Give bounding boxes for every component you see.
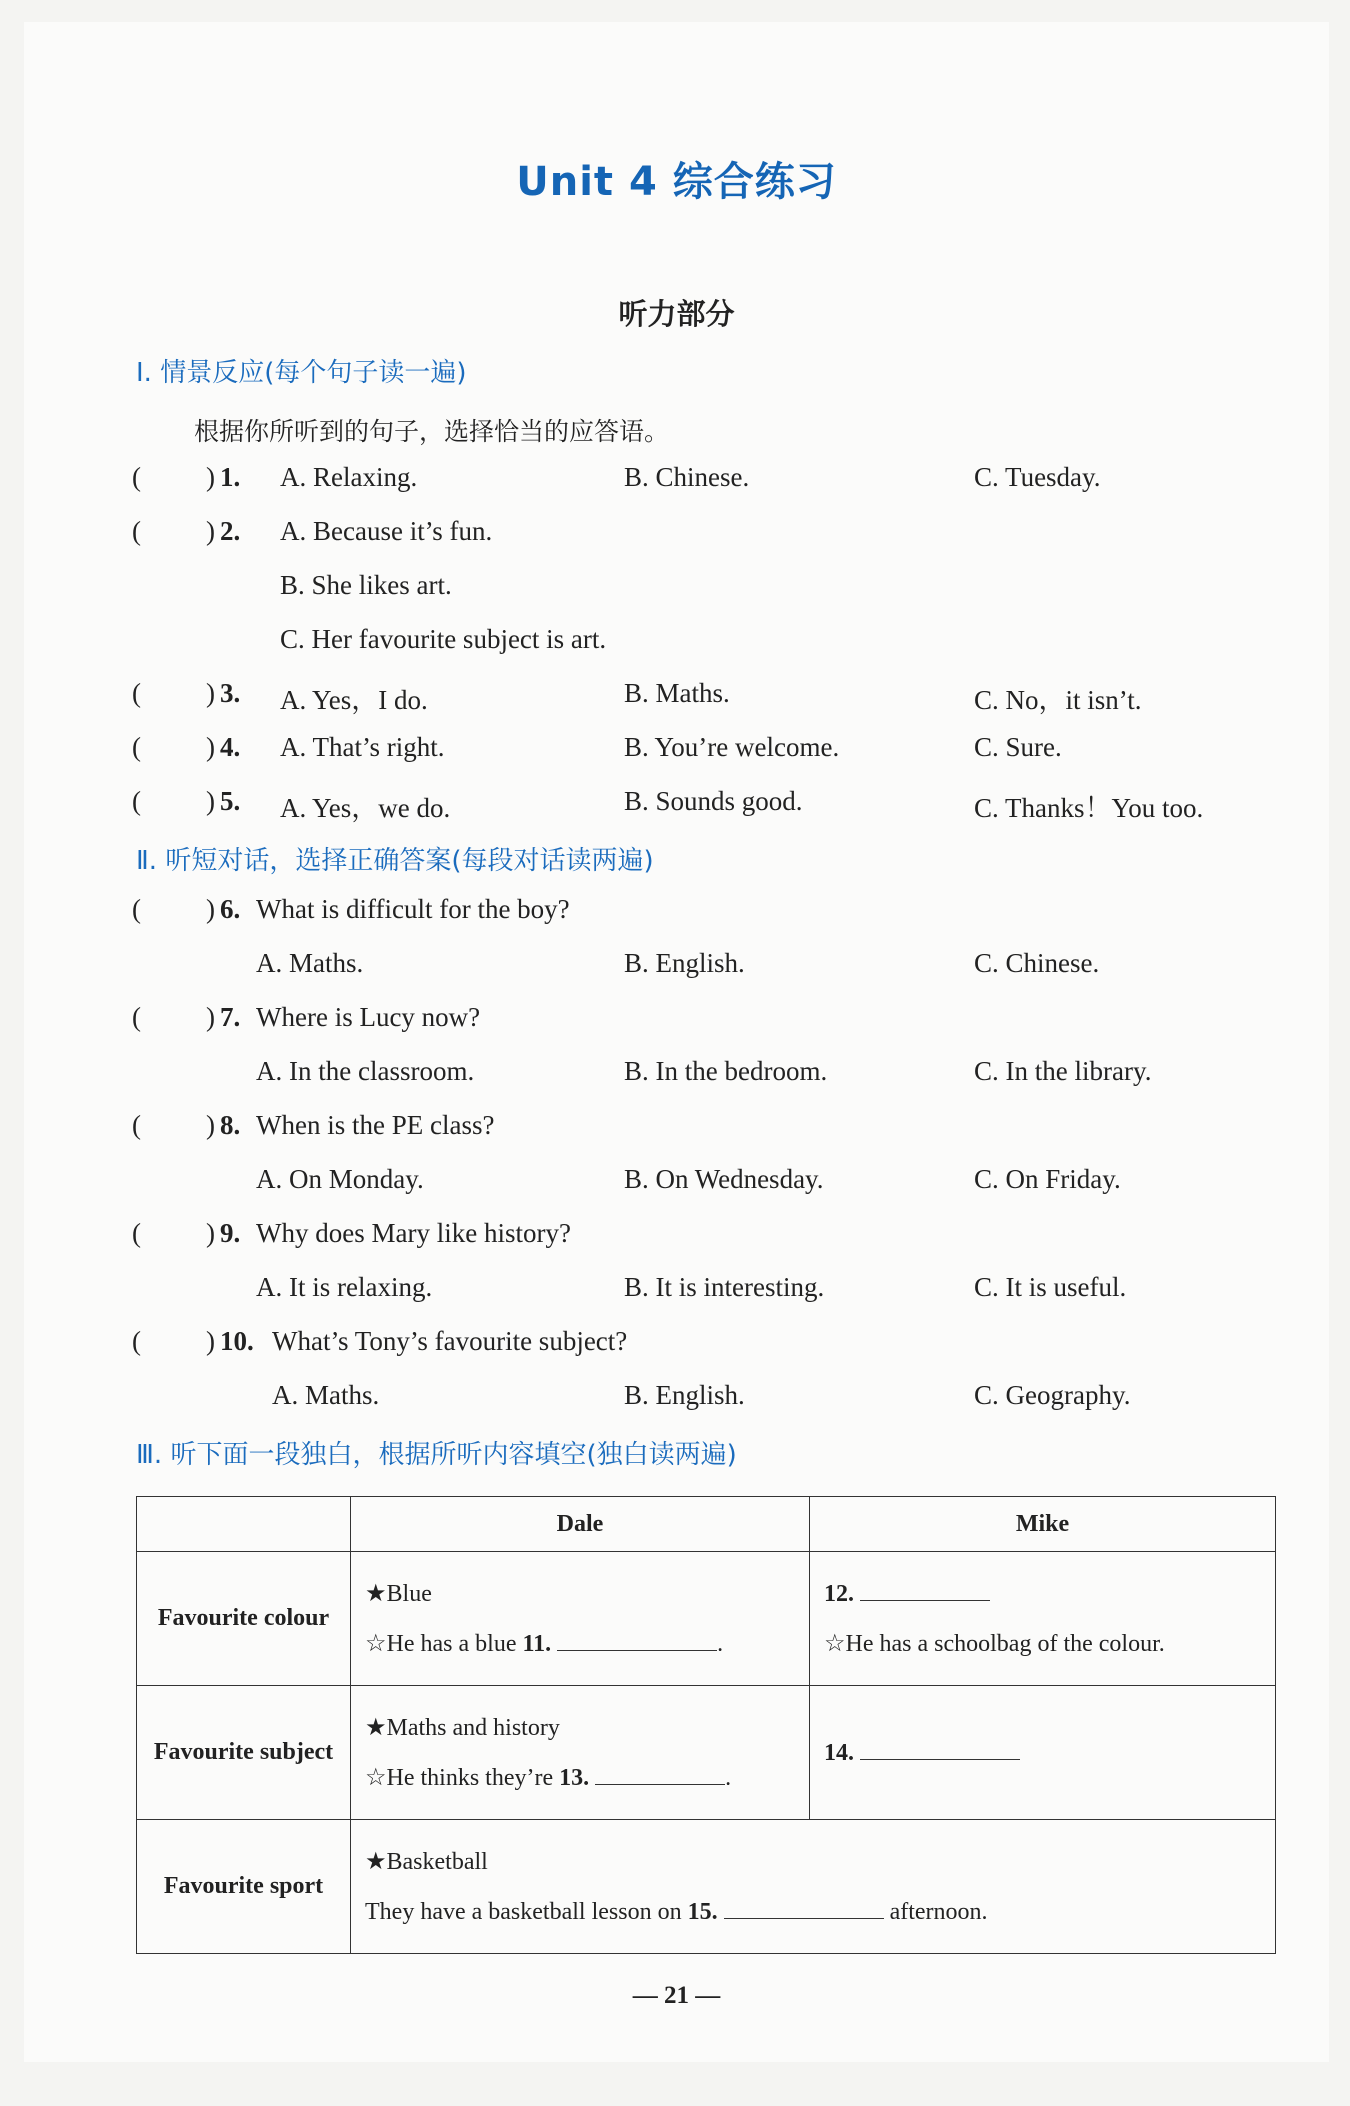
option-b: B. You’re welcome.	[624, 732, 840, 762]
option-b: B. Chinese.	[624, 462, 750, 492]
options-row	[24, 1056, 1329, 1092]
question-number: 6.	[220, 894, 241, 924]
question-row: ( ) 6. What is difficult for the boy?	[132, 894, 570, 924]
answer-bracket[interactable]: (	[132, 678, 141, 708]
options-row	[24, 1380, 1329, 1416]
option-a: A. Because it’s fun.	[280, 516, 493, 546]
question-row: ( ) 2. A. Because it’s fun.	[132, 516, 493, 546]
option-c: C. In the library.	[974, 1056, 1152, 1086]
question-number: 9.	[220, 1218, 241, 1248]
column-header-dale: Dale	[351, 1497, 810, 1552]
question-number: 7.	[220, 1002, 241, 1032]
options-row	[24, 948, 1329, 984]
question-row: ( ) 5. A. Yes，we do. B. Sounds good. C. Thanks！You too.	[132, 786, 1204, 823]
question-text: When is the PE class?	[256, 1110, 495, 1140]
mike-cell: 12. ☆He has a schoolbag of the colour.	[810, 1552, 1276, 1686]
question-number: 10.	[220, 1326, 254, 1356]
question-number: 4.	[220, 732, 241, 762]
option-b: B. It is interesting.	[624, 1272, 825, 1302]
option-c: C. Sure.	[974, 732, 1062, 762]
option-c: C. No，it isn’t.	[974, 685, 1142, 715]
question-row: ( ) 8. When is the PE class?	[132, 1110, 495, 1140]
option-b: B. English.	[624, 1380, 745, 1410]
answer-bracket[interactable]: (	[132, 1326, 141, 1356]
option-c: C. Tuesday.	[974, 462, 1101, 492]
row-label: Favourite subject	[137, 1686, 351, 1820]
mike-cell: 14.	[810, 1686, 1276, 1820]
option-a: A. It is relaxing.	[256, 1272, 433, 1302]
section-title: 听力部分	[618, 297, 735, 331]
dale-cell: ★Blue ☆He has a blue 11. .	[351, 1552, 810, 1686]
shared-cell: ★Basketball They have a basketball lesson on 15. afternoon.	[351, 1820, 1276, 1954]
option-b: B. On Wednesday.	[624, 1164, 824, 1194]
part1-heading: Ⅰ. 情景反应(每个句子读一遍)	[136, 358, 467, 388]
fill-in-table	[136, 1496, 1276, 1954]
option-c: C. Chinese.	[974, 948, 1100, 978]
page-title: Unit 4 综合练习	[516, 159, 837, 205]
column-header-mike: Mike	[810, 1497, 1276, 1552]
answer-blank-12[interactable]	[860, 1578, 990, 1601]
option-a: A. In the classroom.	[256, 1056, 475, 1086]
answer-bracket[interactable]: (	[132, 516, 141, 546]
table-row	[137, 1820, 1276, 1954]
option-a: A. Relaxing.	[280, 462, 418, 492]
question-number: 8.	[220, 1110, 241, 1140]
option-a: A. Yes，we do.	[280, 793, 451, 823]
option-b: B. In the bedroom.	[624, 1056, 828, 1086]
answer-bracket[interactable]: (	[132, 732, 141, 762]
question-number: 5.	[220, 786, 241, 816]
question-text: What is difficult for the boy?	[256, 894, 570, 924]
dale-cell: ★Maths and history ☆He thinks they’re 13. .	[351, 1686, 810, 1820]
answer-bracket[interactable]: (	[132, 786, 141, 816]
question-row: ( ) 7. Where is Lucy now?	[132, 1002, 481, 1032]
question-row: ( ) 4. A. That’s right. B. You’re welcome. C. Sure.	[132, 732, 1062, 762]
table-corner	[137, 1497, 351, 1552]
option-a: A. That’s right.	[280, 732, 445, 762]
option-c: C. Thanks！You too.	[974, 793, 1204, 823]
option-c: C. It is useful.	[974, 1272, 1127, 1302]
question-number: 2.	[220, 516, 241, 546]
part1-instruction: 根据你所听到的句子，选择恰当的应答语。	[194, 417, 670, 446]
option-c: C. Her favourite subject is art.	[280, 624, 607, 654]
answer-blank-14[interactable]	[860, 1737, 1020, 1760]
options-row	[24, 1164, 1329, 1200]
question-row: ( ) 10. What’s Tony’s favourite subject?	[132, 1326, 628, 1356]
answer-bracket[interactable]: (	[132, 1110, 141, 1140]
answer-blank-13[interactable]	[595, 1762, 725, 1785]
option-b: B. Sounds good.	[624, 786, 803, 816]
options-row	[24, 1272, 1329, 1308]
answer-bracket[interactable]: (	[132, 894, 141, 924]
table-row	[137, 1552, 1276, 1686]
part3-heading: Ⅲ. 听下面一段独白，根据所听内容填空(独白读两遍)	[136, 1440, 737, 1470]
question-text: Where is Lucy now?	[256, 1002, 481, 1032]
option-a: A. Maths.	[256, 948, 364, 978]
worksheet-page	[24, 22, 1329, 2062]
question-text: Why does Mary like history?	[256, 1218, 571, 1248]
row-label: Favourite colour	[137, 1552, 351, 1686]
option-c: C. On Friday.	[974, 1164, 1121, 1194]
question-number: 1.	[220, 462, 241, 492]
answer-blank-11[interactable]	[557, 1628, 717, 1651]
option-c: C. Geography.	[974, 1380, 1131, 1410]
question-row: ( ) 3. A. Yes，I do. B. Maths. C. No，it isn’t.	[132, 678, 1142, 715]
row-label: Favourite sport	[137, 1820, 351, 1954]
answer-bracket[interactable]: (	[132, 1218, 141, 1248]
answer-bracket[interactable]: (	[132, 1002, 141, 1032]
table-row	[137, 1686, 1276, 1820]
question-text: What’s Tony’s favourite subject?	[272, 1326, 628, 1356]
option-a: A. Yes，I do.	[280, 685, 428, 715]
answer-blank-15[interactable]	[724, 1896, 884, 1919]
option-b: B. She likes art.	[280, 570, 452, 600]
option-b: B. Maths.	[624, 678, 730, 708]
option-a: A. On Monday.	[256, 1164, 424, 1194]
option-b: B. English.	[624, 948, 745, 978]
option-a: A. Maths.	[272, 1380, 380, 1410]
page-number: — 21 —	[632, 1982, 721, 2009]
question-row: ( ) 1. A. Relaxing. B. Chinese. C. Tuesday.	[132, 462, 1101, 492]
question-row: ( ) 9. Why does Mary like history?	[132, 1218, 571, 1248]
answer-bracket[interactable]: (	[132, 462, 141, 492]
part2-heading: Ⅱ. 听短对话，选择正确答案(每段对话读两遍)	[136, 846, 654, 876]
question-number: 3.	[220, 678, 241, 708]
